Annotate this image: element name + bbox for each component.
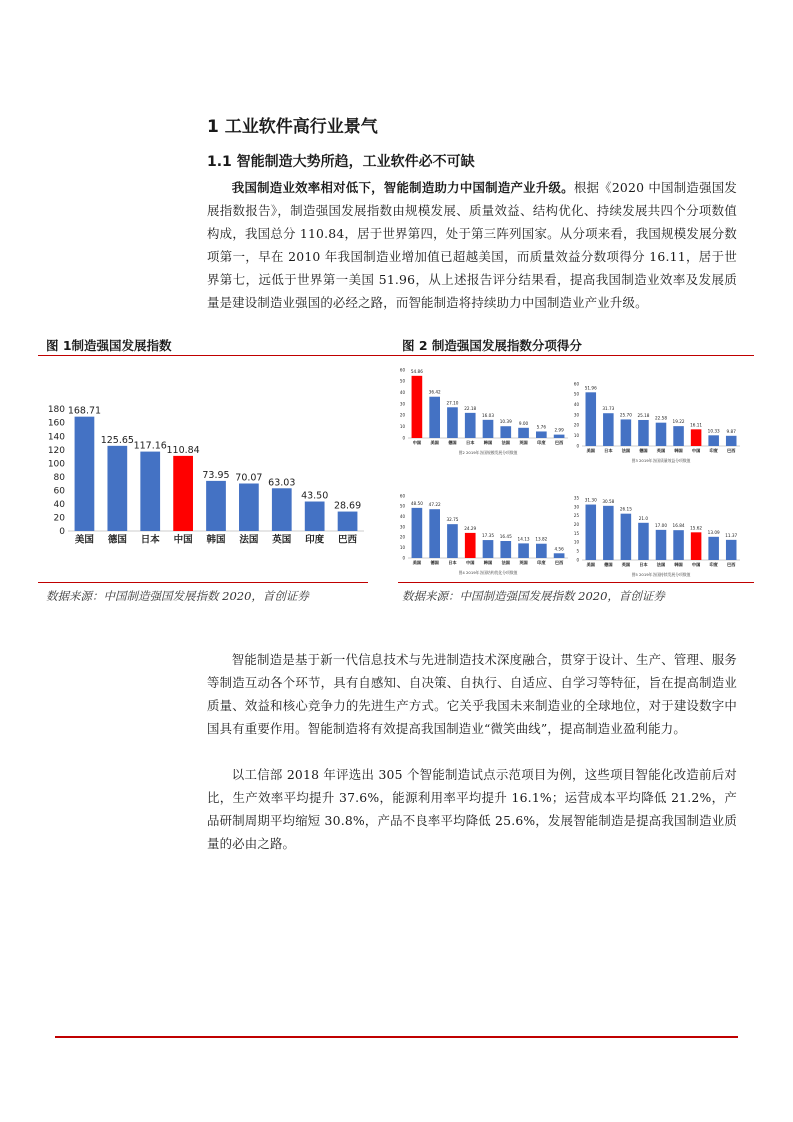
bar [603, 413, 614, 446]
x-category-label: 法国 [501, 560, 510, 566]
fig2-chart-sustain [572, 490, 744, 586]
y-tick-label: 20 [53, 513, 65, 524]
bar-value-label: 9.87 [726, 428, 736, 434]
bar-value-label: 51.96 [584, 385, 597, 391]
bar-value-label: 36.42 [428, 389, 441, 395]
x-category-label: 中国 [466, 560, 475, 566]
bar-value-label: 54.86 [410, 368, 423, 374]
x-category-label: 韩国 [674, 448, 683, 454]
y-tick-label: 0 [402, 435, 405, 441]
bar [75, 417, 95, 531]
bar [500, 541, 511, 558]
y-tick-label: 10 [399, 545, 405, 551]
x-category-label: 中国 [691, 562, 701, 568]
x-category-label: 日本 [604, 448, 613, 454]
bar [586, 505, 597, 560]
bar [429, 509, 440, 558]
bar-value-label: 19.22 [672, 419, 685, 425]
x-category-label: 英国 [656, 448, 666, 454]
bar [305, 502, 325, 531]
bar [338, 512, 358, 531]
bar [656, 423, 667, 446]
y-tick-label: 60 [573, 381, 579, 387]
y-tick-label: 25 [573, 513, 579, 519]
x-category-label: 中国 [691, 448, 701, 454]
bar-value-label: 32.75 [446, 517, 459, 523]
y-tick-label: 0 [576, 557, 579, 563]
bar [673, 426, 684, 446]
bar-value-label: 22.18 [464, 405, 477, 411]
bar [621, 419, 632, 446]
bar-value-label: 16.84 [672, 523, 685, 529]
bar [412, 376, 423, 438]
bar-value-label: 15.62 [690, 525, 703, 531]
x-category-label: 法国 [239, 534, 259, 546]
chart-caption: 图3 2019年各国质量效益分项数值 [631, 458, 691, 464]
y-tick-label: 30 [573, 412, 579, 418]
y-tick-label: 20 [573, 521, 579, 527]
bar [536, 431, 547, 438]
y-tick-label: 80 [53, 472, 65, 483]
fig2-chart-structure [398, 488, 570, 586]
x-category-label: 印度 [537, 440, 546, 446]
bar [518, 428, 529, 438]
bar-value-label: 117.16 [133, 440, 167, 452]
x-category-label: 英国 [272, 534, 292, 546]
bar [518, 543, 529, 558]
y-tick-label: 30 [399, 524, 405, 530]
y-tick-label: 5 [576, 548, 579, 554]
bar [500, 426, 511, 438]
bar-value-label: 110.84 [166, 444, 200, 456]
fig1-title: 图 1制造强国发展指数 [46, 338, 172, 353]
chart-caption: 图4 2019年各国结构优化分项数值 [458, 570, 518, 576]
y-tick-label: 60 [53, 486, 65, 497]
x-category-label: 印度 [709, 562, 718, 568]
bar-value-label: 5.76 [536, 424, 546, 430]
bar-value-label: 70.07 [235, 472, 263, 484]
bar [483, 420, 494, 438]
x-category-label: 韩国 [206, 534, 226, 546]
bar-value-label: 22.58 [655, 415, 667, 421]
bar-value-label: 30.58 [602, 498, 615, 504]
x-category-label: 日本 [466, 440, 475, 446]
y-tick-label: 20 [399, 534, 405, 540]
x-category-label: 韩国 [483, 440, 493, 446]
x-category-label: 中国 [173, 534, 193, 546]
paragraph-2: 智能制造是基于新一代信息技术与先进制造技术深度融合，贯穿于设计、生产、管理、服务等制造互动各个环节，具有自感知、自决策、自执行、自适应、自学习等特征，旨在提高制造业质量、效益和核心竞争力的先进生产方式。它关乎我国未来制造业的全球地位，对于建设数字中国具有重要作用。智能制造将有效提高我国制造业“微笑曲线”，提高制造业盈利能力。 [207, 652, 737, 736]
y-tick-label: 40 [399, 514, 405, 520]
chart-caption: 图5 2019年各国持续发展分项数值 [631, 572, 691, 578]
x-category-label: 巴西 [727, 448, 736, 454]
bar-value-label: 17.35 [482, 533, 494, 539]
y-tick-label: 30 [573, 504, 579, 510]
bar-value-label: 24.29 [464, 525, 477, 531]
bar [673, 530, 684, 560]
bar-value-label: 125.65 [100, 434, 134, 446]
subsection-heading: 1.1 智能制造大势所趋，工业软件必不可缺 [207, 154, 475, 170]
x-category-label: 美国 [412, 560, 422, 566]
x-category-label: 美国 [586, 448, 595, 454]
bar [708, 435, 719, 446]
x-category-label: 韩国 [483, 560, 493, 566]
y-tick-label: 140 [47, 432, 65, 443]
bar-value-label: 21.0 [638, 515, 649, 521]
bar [447, 407, 458, 438]
bar-value-label: 31.30 [584, 497, 597, 503]
x-category-label: 印度 [305, 534, 325, 546]
x-category-label: 巴西 [554, 440, 564, 446]
y-tick-label: 100 [47, 459, 65, 470]
x-category-label: 美国 [74, 534, 94, 546]
x-category-label: 法国 [656, 562, 666, 568]
x-category-label: 德国 [430, 560, 439, 566]
bar [586, 392, 597, 446]
bar-value-label: 43.50 [301, 490, 329, 502]
bar-value-label: 73.95 [202, 469, 230, 481]
bar-value-label: 11.37 [725, 532, 738, 538]
x-category-label: 德国 [604, 562, 613, 568]
x-category-label: 中国 [412, 440, 422, 446]
bar [603, 506, 614, 560]
bar-value-label: 17.00 [655, 522, 667, 528]
paragraph-3: 以工信部 2018 年评选出 305 个智能制造试点示范项目为例，这些项目智能化改造前后对比，生产效率平均提升 37.6%，能源利用率平均提升 16.1%；运营成本平均降低 21.2%，产品研制周期平均缩短 30.8%，产品不良率平均降低 25.6%，发展智能制造是提高我国制造业质量的必由之路。 [207, 767, 737, 851]
fig2-chart-scale [398, 362, 570, 462]
bar [554, 435, 565, 438]
bar-value-label: 48.50 [410, 500, 423, 506]
fig2-chart-quality [572, 378, 744, 468]
bar [726, 540, 737, 560]
x-category-label: 美国 [430, 440, 439, 446]
y-tick-label: 60 [399, 493, 405, 499]
bar-value-label: 31.73 [602, 406, 615, 412]
y-tick-label: 0 [402, 555, 405, 561]
bar-value-label: 26.15 [619, 506, 632, 512]
footer-rule [55, 1036, 738, 1038]
x-category-label: 巴西 [554, 560, 564, 566]
fig1-bottom-rule [38, 582, 368, 583]
bar [412, 508, 423, 558]
x-category-label: 印度 [537, 560, 546, 566]
bar-value-label: 168.71 [67, 405, 102, 417]
y-tick-label: 30 [399, 401, 405, 407]
bar-value-label: 2.99 [554, 427, 564, 433]
bar-value-label: 16.03 [482, 412, 494, 418]
intro-lead: 我国制造业效率相对低下，智能制造助力中国制造产业升级。 [231, 180, 574, 195]
figure-top-rule [38, 355, 754, 356]
bar [638, 523, 649, 560]
bar [173, 456, 193, 531]
x-category-label: 德国 [448, 440, 457, 446]
y-tick-label: 35 [573, 495, 579, 501]
y-tick-label: 15 [573, 530, 579, 536]
bar [429, 397, 440, 438]
x-category-label: 日本 [639, 562, 648, 568]
bar [465, 413, 476, 438]
intro-text: 根据《2020 中国制造强国发展指数报告》，制造强国发展指数由规模发展、质量效益、结构优化、持续发展共四个分项数值构成，我国总分 110.84，居于世界第四，处于第三阵列国家。从分项来看，我国规模发展分数项第一，早在 2010 年我国制造业增加值已超越美国，而质量效益分数项得分 16.11，居于世界第七，远低于世界第一美国 51.96，从上述报告评分结果看，提高我国制造业效率及发展质量是建设制造业强国的必经之路，而智能制造将持续助力中国制造业产业升级。 [207, 180, 737, 310]
bar-value-label: 10.39 [499, 419, 512, 425]
bar [239, 484, 259, 531]
y-tick-label: 60 [399, 367, 405, 373]
x-category-label: 印度 [709, 448, 718, 454]
x-category-label: 巴西 [727, 562, 736, 568]
fig1-chart [40, 395, 370, 555]
x-category-label: 德国 [639, 448, 648, 454]
bar [465, 533, 476, 558]
bar-value-label: 9.00 [518, 420, 529, 426]
bar-value-label: 13.82 [535, 536, 548, 542]
bar [656, 530, 667, 560]
y-tick-label: 20 [573, 422, 579, 428]
x-category-label: 日本 [140, 534, 160, 546]
bar [272, 488, 292, 531]
bar-value-label: 4.56 [554, 546, 564, 552]
x-category-label: 巴西 [338, 534, 358, 546]
y-tick-label: 40 [399, 390, 405, 396]
bar-value-label: 27.10 [446, 400, 459, 406]
bar-value-label: 13.09 [707, 529, 720, 535]
bar [447, 524, 458, 558]
x-category-label: 韩国 [674, 562, 683, 568]
y-tick-label: 10 [573, 433, 579, 439]
y-tick-label: 180 [47, 405, 65, 416]
bar-value-label: 10.33 [707, 428, 720, 434]
y-tick-label: 10 [399, 424, 405, 430]
fig2-bottom-rule [398, 582, 754, 583]
y-tick-label: 50 [399, 503, 405, 509]
bar-value-label: 16.45 [499, 534, 512, 540]
bar [638, 420, 649, 446]
x-category-label: 英国 [519, 560, 528, 566]
bar [536, 544, 547, 558]
intro-paragraph [207, 176, 737, 314]
bar [621, 514, 632, 560]
y-tick-label: 50 [573, 391, 579, 397]
x-category-label: 美国 [586, 562, 595, 568]
y-tick-label: 0 [59, 527, 65, 538]
bar-value-label: 47.22 [428, 502, 441, 508]
x-category-label: 法国 [501, 440, 510, 446]
bar [691, 429, 702, 446]
y-tick-label: 40 [573, 402, 579, 408]
x-category-label: 法国 [621, 448, 631, 454]
bar [726, 436, 737, 446]
y-tick-label: 50 [399, 378, 405, 384]
bar-value-label: 63.03 [268, 477, 296, 489]
y-tick-label: 10 [573, 539, 579, 545]
y-tick-label: 0 [576, 443, 579, 449]
bar-value-label: 14.13 [517, 536, 530, 542]
bar-value-label: 16.11 [690, 422, 703, 428]
x-category-label: 英国 [519, 440, 528, 446]
fig1-source: 数据来源：中国制造强国发展指数 2020，首创证券 [46, 589, 309, 603]
y-tick-label: 120 [47, 445, 65, 456]
bar [554, 553, 565, 558]
x-category-label: 德国 [107, 534, 127, 546]
bar [107, 446, 127, 531]
bar [691, 532, 702, 560]
y-tick-label: 160 [47, 418, 65, 429]
bar-value-label: 25.18 [637, 412, 650, 418]
y-tick-label: 40 [53, 500, 65, 511]
bar [140, 452, 160, 531]
bar [206, 481, 226, 531]
x-category-label: 日本 [448, 560, 457, 566]
y-tick-label: 20 [399, 412, 405, 418]
bar [483, 540, 494, 558]
section-heading: 1 工业软件高行业景气 [207, 117, 378, 137]
x-category-label: 英国 [621, 562, 631, 568]
fig2-source: 数据来源：中国制造强国发展指数 2020，首创证券 [402, 589, 665, 603]
fig2-title: 图 2 制造强国发展指数分项得分 [402, 338, 582, 353]
bar-value-label: 25.70 [619, 412, 632, 418]
chart-caption: 图2 2019年各国规模发展分项数值 [458, 450, 518, 456]
bar [708, 537, 719, 560]
bar-value-label: 28.69 [333, 500, 362, 512]
